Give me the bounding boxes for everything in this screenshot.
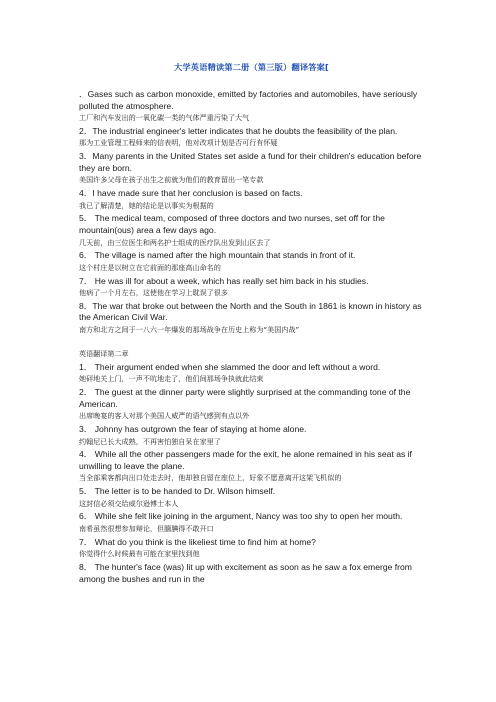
english-sentence: 4． While all the other passengers made for the exit, he alone remained in his seat as if unwilling to leave the plane. xyxy=(79,449,412,471)
english-sentence: 6． The village is named after the high mountain that stands in front of it. xyxy=(79,250,356,261)
list-item xyxy=(79,486,424,509)
list-item xyxy=(79,387,424,422)
list-item xyxy=(79,424,424,447)
chapter2-list xyxy=(79,362,424,585)
list-item xyxy=(79,362,424,385)
chinese-translation: 当全部乘客都向出口处走去时，他却独自留在座位上，好象不愿意离开这架飞机似的 xyxy=(79,473,342,483)
list-item xyxy=(79,89,424,124)
english-sentence: 2．The industrial engineer's letter indicates that he doubts the feasibility of the plan. xyxy=(79,125,398,136)
chinese-translation: 她砰地关上门，一声不吭地走了，他们间那场争执就此结束 xyxy=(79,374,264,384)
list-item xyxy=(79,276,424,299)
chinese-translation: 美国许多父母在孩子出生之前就为他们的教育留出一笔专款 xyxy=(79,175,264,185)
chinese-translation: 南希虽然很想参加辩论，但腼腆得不敢开口 xyxy=(79,524,214,534)
english-sentence: 7． What do you think is the likeliest time to find him at home? xyxy=(79,536,316,547)
list-item xyxy=(79,126,424,149)
english-sentence: 7． He was ill for about a week, which has really set him back in his studies. xyxy=(79,275,369,286)
list-item xyxy=(79,449,424,484)
list-item xyxy=(79,250,424,273)
chinese-translation: 这封信必须交给威尔逊博士本人 xyxy=(79,498,179,508)
english-sentence: ．Gases such as carbon monoxide, emitted by factories and automobiles, have seriously polluted the atmosphere. xyxy=(79,89,418,111)
list-item xyxy=(79,301,424,336)
document-title: 大学英语精读第二册（第三版）翻译答案[ xyxy=(174,62,329,72)
english-sentence: 4．I have made sure that her conclusion is based on facts. xyxy=(79,188,303,199)
english-sentence: 3．Many parents in the United States set aside a fund for their children's education before they are born. xyxy=(79,151,422,173)
list-item xyxy=(79,213,424,248)
list-item xyxy=(79,151,424,186)
chinese-translation: 工厂和汽车发出的一氧化碳一类的气体严重污染了大气 xyxy=(79,113,250,123)
english-sentence: 2． The guest at the dinner party were slightly surprised at the commanding tone of the American. xyxy=(79,387,411,409)
chinese-translation: 那为工业管理工程师来的信表明，他对改项计划是否可行有怀疑 xyxy=(79,138,278,148)
chinese-translation: 你觉得什么时候最有可能在家里找到他 xyxy=(79,549,200,559)
chinese-translation: 出席晚宴的客人对那个美国人威严的语气感到有点以外 xyxy=(79,411,250,421)
english-sentence: 1． Their argument ended when she slammed the door and left without a word. xyxy=(79,361,381,372)
chinese-translation: 几天前，由三位医生和两名护士组成的医疗队出发到山区去了 xyxy=(79,237,271,247)
english-sentence: 6． While she felt like joining in the argument, Nancy was too shy to open her mouth. xyxy=(79,511,403,522)
list-item xyxy=(79,537,424,560)
section-heading: 英语翻译第二章 xyxy=(79,348,129,358)
chapter1-list xyxy=(79,89,424,336)
chinese-translation: 约翰尼已长大成熟，不再害怕独自呆在家里了 xyxy=(79,436,221,446)
list-item xyxy=(79,562,424,585)
english-sentence: 3． Johnny has outgrown the fear of staying at home alone. xyxy=(79,423,307,434)
chinese-translation: 他病了一个月左右，这使他在学习上耽误了很多 xyxy=(79,288,228,298)
english-sentence: 5． The medical team, composed of three doctors and two nurses, set off for the mountain(ous) area a few days ago. xyxy=(79,213,385,235)
chinese-translation: 南方和北方之间于一八六一年爆发的那场战争在历史上称为“美国内战” xyxy=(79,325,300,335)
list-item xyxy=(79,188,424,211)
english-sentence: 8．The war that broke out between the North and the South in 1861 is known in history as the American Civil War. xyxy=(79,300,422,323)
list-item xyxy=(79,511,424,534)
english-sentence: 8． The hunter's face (was) lit up with excitement as soon as he saw a fox emerge from among the bushes and run in the xyxy=(79,562,412,584)
english-sentence: 5． The letter is to be handed to Dr. Wilson himself. xyxy=(79,486,276,497)
chinese-translation: 我已了解清楚，她的结论是以事实为根据的 xyxy=(79,200,214,210)
chinese-translation: 这个村庄是以树立在它前面的那座高山命名的 xyxy=(79,262,221,272)
